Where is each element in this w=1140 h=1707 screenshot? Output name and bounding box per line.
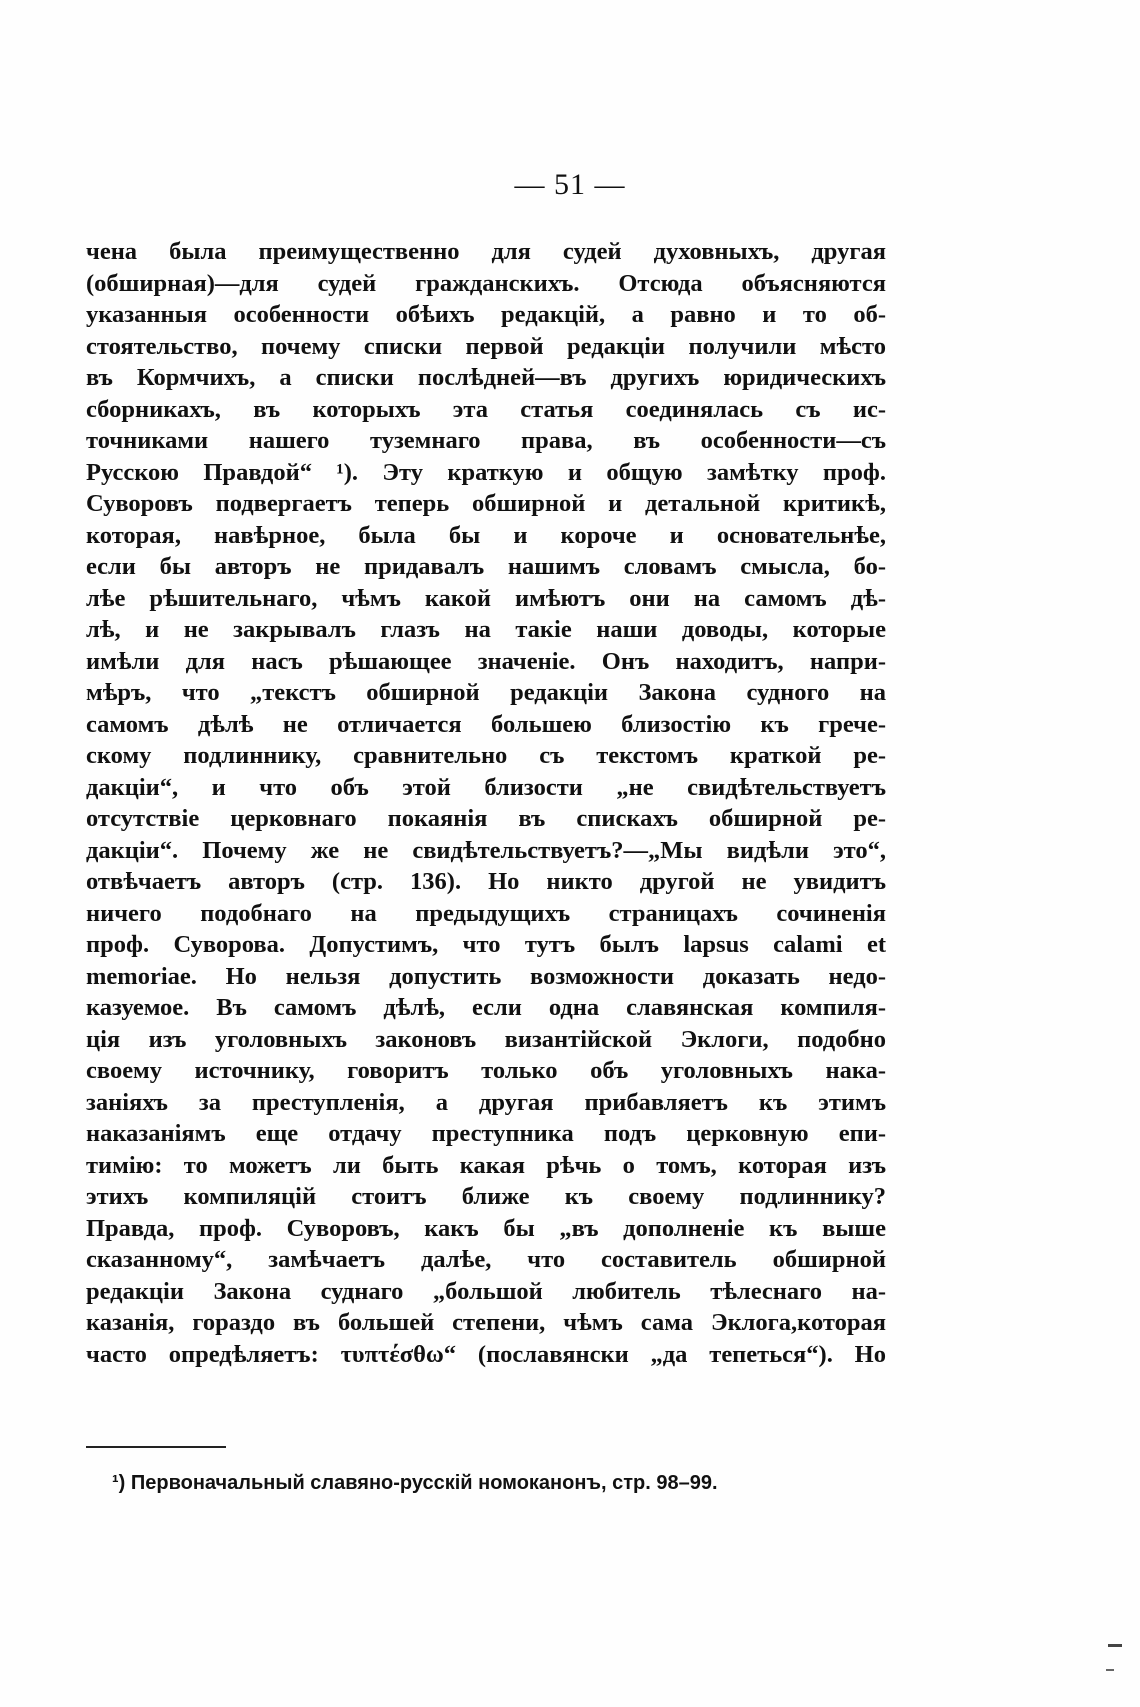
scan-artifact: [1106, 1669, 1114, 1671]
footnote-divider: [86, 1446, 226, 1448]
text-line: казуемое. Въ самомъ дѣлѣ, если одна славянская компиля-: [86, 994, 886, 1021]
text-line: скому подлиннику, сравнительно съ текстомъ краткой ре-: [86, 742, 886, 769]
text-line: лѣ, и не закрывалъ глазъ на такіе наши доводы, которые: [86, 616, 886, 643]
text-line: мѣръ, что „текстъ обширной редакціи Закона судного на: [86, 679, 886, 706]
text-line: дакціи“. Почему же не свидѣтельствуетъ?—„Мы видѣли это“,: [86, 836, 886, 864]
page-number: — 51 —: [514, 168, 626, 201]
text-line: заніяхъ за преступленія, а другая прибавляетъ къ этимъ: [86, 1088, 886, 1116]
body-text: [86, 236, 886, 1370]
text-line: въ Кормчихъ, а списки послѣдней—въ другихъ юридическихъ: [86, 364, 886, 391]
text-line: чена была преимущественно для судей духовныхъ, другая: [86, 238, 886, 265]
text-line: дакціи“, и что объ этой близости „не свидѣтельствуетъ: [86, 773, 886, 801]
footnote: ¹) Первоначальный славяно-русскій номоканонъ, стр. 98–99.: [112, 1472, 718, 1494]
text-line: имѣли для насъ рѣшающее значеніе. Онъ находитъ, напри-: [86, 647, 886, 675]
text-line: Русскою Правдой“ ¹). Эту краткую и общую замѣтку проф.: [86, 458, 886, 486]
text-line: если бы авторъ не придавалъ нашимъ словамъ смысла, бо-: [86, 553, 886, 580]
text-line: указанныя особенности обѣихъ редакцій, а равно и то об-: [86, 301, 886, 328]
scan-artifact: [1108, 1644, 1122, 1647]
text-line: которая, навѣрное, была бы и короче и основательнѣе,: [86, 521, 886, 549]
text-line: тимію: то можетъ ли быть какая рѣчь о томъ, которая изъ: [86, 1151, 886, 1179]
text-line: ція изъ уголовныхъ законовъ византійской Эклоги, подобно: [86, 1025, 886, 1053]
text-line: сказанному“, замѣчаетъ далѣе, что составитель обширной: [86, 1246, 886, 1273]
text-line: редакціи Закона суднаго „большой любитель тѣлеснаго на-: [86, 1277, 886, 1305]
text-line: точниками нашего туземнаго права, въ особенности—съ: [86, 427, 886, 454]
text-line: часто опредѣляетъ: τυπτέσθω“ (пославянски „да тепеться“). Но: [86, 1340, 886, 1368]
text-line: ничего подобнаго на предыдущихъ страницахъ сочиненія: [86, 899, 886, 927]
text-line: лѣе рѣшительнаго, чѣмъ какой имѣютъ они на самомъ дѣ-: [86, 584, 886, 612]
text-line: отвѣчаетъ авторъ (стр. 136). Но никто другой не увидитъ: [86, 868, 886, 895]
text-line: этихъ компиляцій стоитъ ближе къ своему подлиннику?: [86, 1183, 886, 1210]
text-line: memoriae. Но нельзя допустить возможности доказать недо-: [86, 962, 886, 990]
text-line: (обширная)—для судей гражданскихъ. Отсюда объясняются: [86, 269, 886, 297]
text-line: сборникахъ, въ которыхъ эта статья соединялась съ ис-: [86, 395, 886, 423]
text-line: казанія, гораздо въ большей степени, чѣмъ сама Эклога,которая: [86, 1309, 886, 1336]
text-line: самомъ дѣлѣ не отличается большею близостію къ грече-: [86, 710, 886, 738]
text-line: Суворовъ подвергаетъ теперь обширной и детальной критикѣ,: [86, 490, 886, 517]
text-line: стоятельство, почему списки первой редакціи получили мѣсто: [86, 332, 886, 360]
text-line: наказаніямъ еще отдачу преступника подъ церковную епи-: [86, 1120, 886, 1147]
text-line: своему источнику, говоритъ только объ уголовныхъ нака-: [86, 1057, 886, 1084]
text-line: проф. Суворова. Допустимъ, что тутъ былъ lapsus calami et: [86, 931, 886, 958]
text-line: отсутствіе церковнаго покаянія въ спискахъ обширной ре-: [86, 805, 886, 832]
text-line: Правда, проф. Суворовъ, какъ бы „въ дополненіе къ выше: [86, 1214, 886, 1242]
